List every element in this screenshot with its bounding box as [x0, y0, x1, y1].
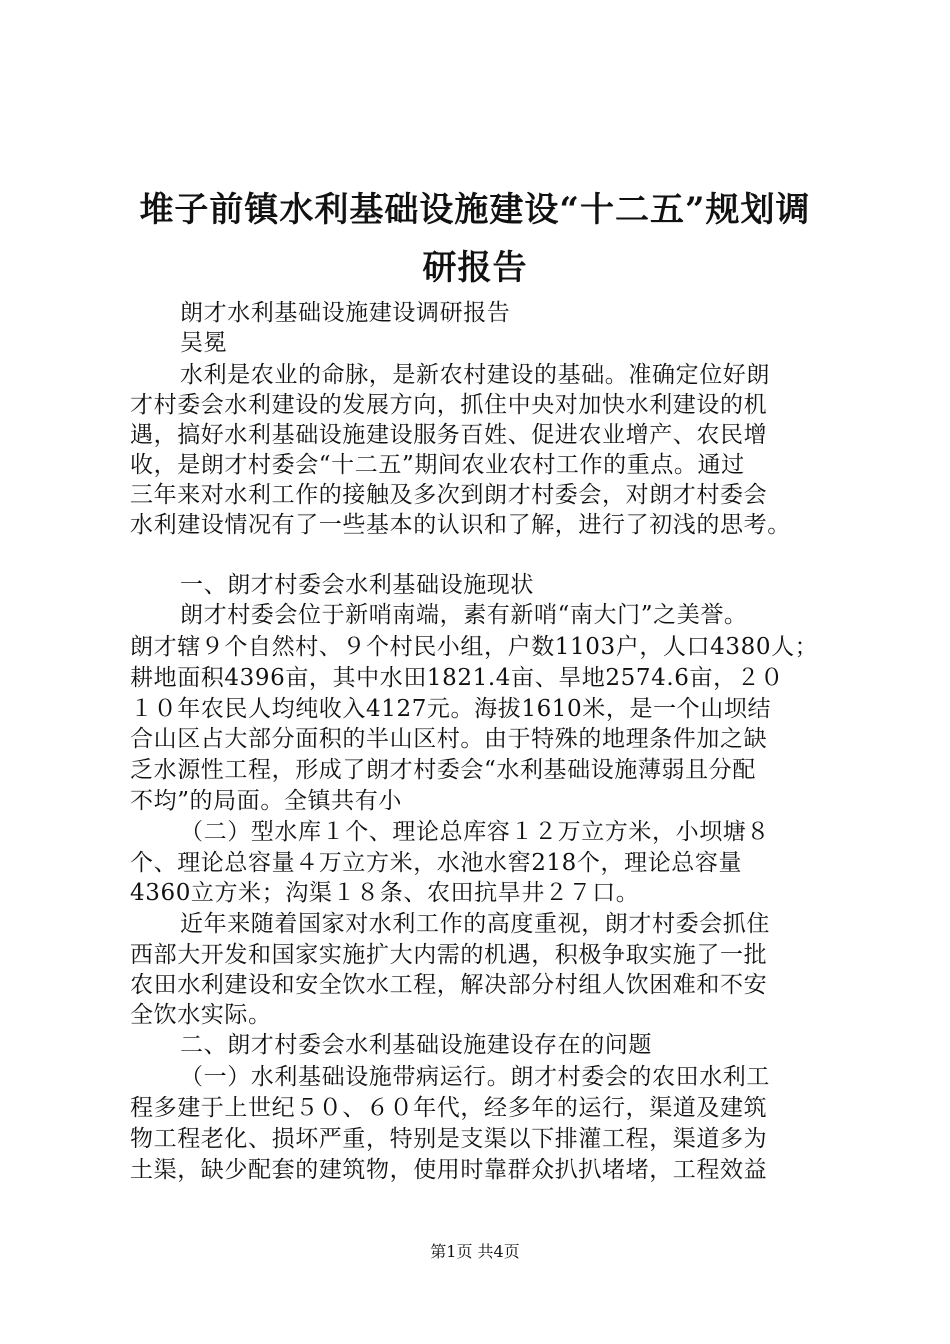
paragraph-line: 程多建于上世纪５０、６０年代，经多年的运行，渠道及建筑	[130, 1095, 768, 1121]
paragraph-line: 乏水源性工程，形成了朗才村委会“水利基础设施薄弱且分配	[130, 757, 756, 783]
paragraph-line: 农田水利建设和安全饮水工程，解决部分村组人饮困难和不安	[130, 972, 768, 998]
paragraph-line: 三年来对水利工作的接触及多次到朗才村委会，对朗才村委会	[130, 482, 768, 508]
paragraph-line: 水利是农业的命脉，是新农村建设的基础。准确定位好朗	[180, 362, 770, 388]
paragraph-line: 土渠，缺少配套的建筑物，使用时靠群众扒扒堵堵，工程效益	[130, 1157, 768, 1183]
paragraph-line: 全饮水实际。	[130, 1002, 272, 1028]
paragraph-line: 合山区占大部分面积的半山区村。由于特殊的地理条件加之缺	[130, 726, 768, 752]
paragraph-line: 收，是朗才村委会“十二五”期间农业农村工作的重点。通过	[130, 452, 745, 478]
document-title-line-1: 堆子前镇水利基础设施建设“十二五”规划调	[139, 190, 811, 230]
paragraph-line: 遇，搞好水利基础设施建设服务百姓、促进农业增产、农民增	[130, 422, 768, 448]
paragraph-line: 水利建设情况有了一些基本的认识和了解，进行了初浅的思考。	[130, 512, 791, 538]
subtitle: 朗才水利基础设施建设调研报告	[180, 300, 511, 326]
page-footer: 第1页 共4页	[430, 1242, 520, 1261]
author: 吴冕	[180, 330, 228, 356]
paragraph-line: 4360立方米；沟渠１８条、农田抗旱井２７口。	[130, 880, 640, 906]
document-title-line-2: 研报告	[422, 248, 528, 288]
paragraph-line: 西部大开发和国家实施扩大内需的机遇，积极争取实施了一批	[130, 942, 768, 968]
paragraph-line: 个、理论总容量４万立方米，水池水窖218个，理论总容量	[130, 850, 743, 876]
section-heading: 二、朗才村委会水利基础设施建设存在的问题	[180, 1032, 652, 1058]
paragraph-line: 才村委会水利建设的发展方向，抓住中央对加快水利建设的机	[130, 392, 768, 418]
section-heading: 一、朗才村委会水利基础设施现状	[180, 572, 534, 598]
paragraph-line: 朗才村委会位于新哨南端，素有新哨“南大门”之美誉。	[180, 602, 748, 628]
paragraph-line: １０年农民人均纯收入4127元。海拔1610米，是一个山坝结	[130, 696, 772, 722]
paragraph-line: 耕地面积4396亩，其中水田1821.4亩、旱地2574.6亩，２０	[130, 665, 784, 691]
paragraph-line: 物工程老化、损坏严重，特别是支渠以下排灌工程，渠道多为	[130, 1126, 768, 1152]
paragraph-line: （二）型水库１个、理论总库容１２万立方米，小坝塘８	[180, 819, 770, 845]
paragraph-line: 不均”的局面。全镇共有小	[130, 788, 402, 814]
paragraph-line: （一）水利基础设施带病运行。朗才村委会的农田水利工	[180, 1064, 770, 1090]
paragraph-line: 朗才辖９个自然村、９个村民小组，户数1103户，人口4380人；	[130, 634, 819, 660]
paragraph-line: 近年来随着国家对水利工作的高度重视，朗才村委会抓住	[180, 911, 770, 937]
